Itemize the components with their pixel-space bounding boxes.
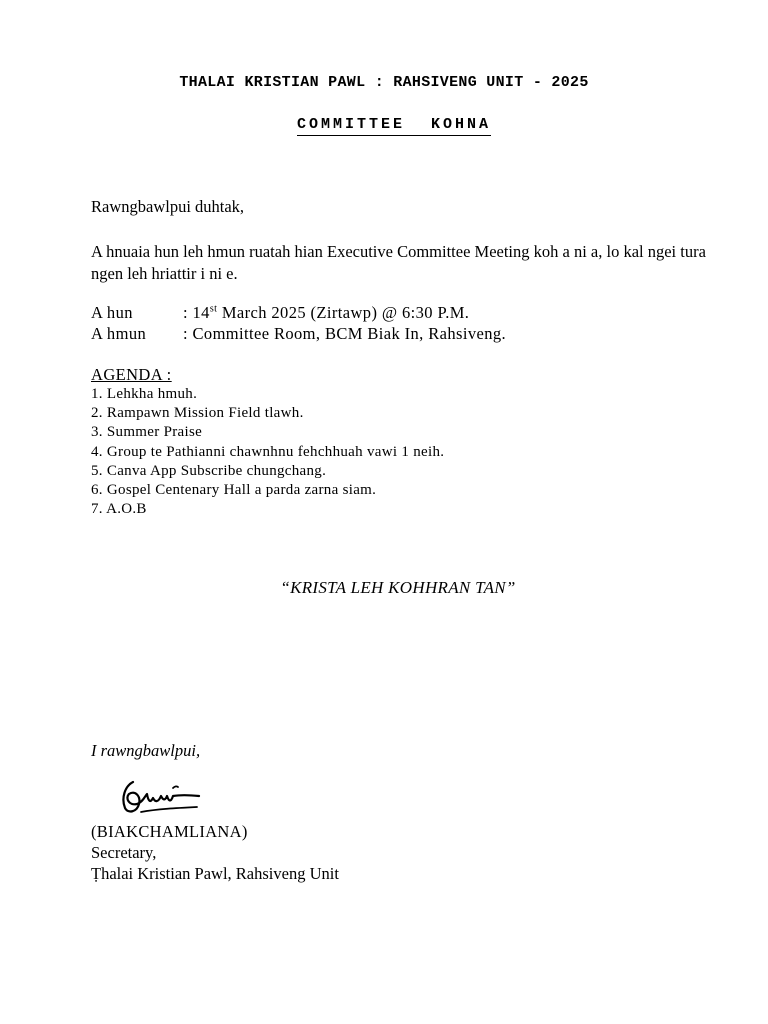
meeting-time-label: A hun xyxy=(91,303,133,322)
agenda-item: 4. Group te Pathianni chawnhnu fehchhuah vawi 1 neih. xyxy=(91,443,445,460)
motto: “KRISTA LEH KOHHRAN TAN” xyxy=(280,578,516,597)
meeting-time-value: March 2025 (Zirtawp) @ 6:30 P.M. xyxy=(217,303,470,322)
agenda-item: 7. A.O.B xyxy=(91,501,147,518)
document-title: THALAI KRISTIAN PAWL : RAHSIVENG UNIT - 2025 xyxy=(179,74,589,91)
meeting-place-value: : Committee Room, BCM Biak In, Rahsiveng. xyxy=(183,324,507,343)
signer-organization: Ṭhalai Kristian Pawl, Rahsiveng Unit xyxy=(91,864,339,883)
agenda-item: 3. Summer Praise xyxy=(91,424,203,441)
meeting-time-row xyxy=(91,303,469,323)
meeting-place-row xyxy=(91,324,506,344)
agenda-heading: AGENDA : xyxy=(91,365,172,384)
salutation: Rawngbawlpui duhtak, xyxy=(91,197,245,216)
agenda-item: 2. Rampawn Mission Field tlawh. xyxy=(91,405,304,422)
meeting-day-suffix: st xyxy=(209,303,218,315)
meeting-day: : 14 xyxy=(183,303,210,322)
signature-image xyxy=(117,772,203,820)
agenda-item: 6. Gospel Centenary Hall a parda zarna siam. xyxy=(91,482,377,499)
signer-title: Secretary, xyxy=(91,843,157,862)
agenda-item: 5. Canva App Subscribe chungchang. xyxy=(91,462,327,479)
agenda-list xyxy=(91,385,444,519)
subtitle-text: COMMITTEE KOHNA xyxy=(297,116,491,136)
valediction: I rawngbawlpui, xyxy=(91,741,201,760)
intro-paragraph: A hnuaia hun leh hmun ruatah hian Executive Committee Meeting koh a ni a, lo kal ngei tura ngen leh hriattir i ni e. xyxy=(91,242,706,283)
signer-name: (BIAKCHAMLIANA) xyxy=(91,822,248,841)
meeting-place-label: A hmun xyxy=(91,324,147,343)
agenda-item: 1. Lehkha hmuh. xyxy=(91,386,198,402)
document-subtitle xyxy=(0,116,768,136)
